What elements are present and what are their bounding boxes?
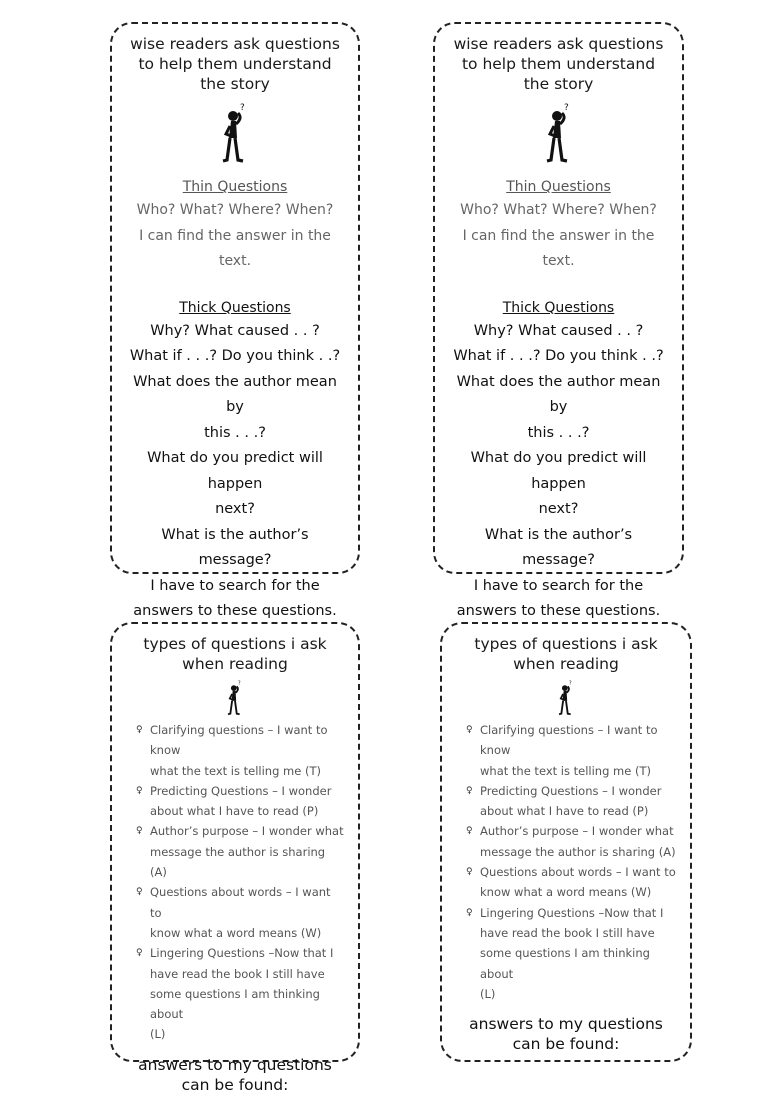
thinking-person-icon <box>225 680 245 716</box>
text-line: Predicting Questions – I wonder <box>150 783 332 798</box>
list-item <box>136 781 344 822</box>
list-item <box>136 882 344 943</box>
text-line: Why? What caused . . ? <box>150 322 320 339</box>
list-item <box>466 821 676 862</box>
bullet-icon: ♀ <box>136 887 143 898</box>
text-line: Questions about words – I want to <box>150 885 331 920</box>
list-item <box>466 781 676 822</box>
bullet-icon: ♀ <box>466 826 473 837</box>
text-line: text. <box>542 253 575 269</box>
text-line: Lingering Questions –Now that I <box>150 946 334 961</box>
text-line: about what I have to read (P) <box>480 804 649 819</box>
text-line: answers to these questions. <box>133 603 337 619</box>
text-line: know what a word means (W) <box>150 925 322 940</box>
text-line: What does the author mean by <box>456 373 661 415</box>
thin-questions-text <box>126 198 344 275</box>
list-item <box>136 943 344 1044</box>
thinking-person-icon <box>544 102 574 164</box>
question-types-list <box>456 720 676 1004</box>
text-line: have read the book I still have <box>150 966 325 981</box>
list-item <box>136 821 344 882</box>
text-line: next? <box>215 501 255 517</box>
text-line: have read the book I still have <box>480 925 655 940</box>
list-item <box>466 903 676 1004</box>
text-line: What is the author’s message? <box>161 526 309 568</box>
text-line: Author’s purpose – I wonder what <box>150 824 344 839</box>
bullet-icon: ♀ <box>136 948 143 959</box>
card-title: wise readers ask questions to help them understand the story <box>130 35 340 93</box>
svg-text:?: ? <box>240 103 245 113</box>
bookmark-card-questions-right <box>433 22 684 619</box>
thick-questions-heading: Thick Questions <box>179 299 291 316</box>
text-line: answers to these questions. <box>456 603 661 619</box>
text-line: what the text is telling me (T) <box>480 763 651 778</box>
thick-questions-text <box>126 319 344 625</box>
card-title: types of questions i ask when reading <box>474 635 658 673</box>
answers-heading: answers to my questions can be found: <box>469 1015 663 1054</box>
thin-questions-text <box>449 198 668 275</box>
thinking-person-icon <box>220 102 250 164</box>
card-title: wise readers ask questions to help them understand the story <box>453 35 664 93</box>
thin-questions-heading: Thin Questions <box>506 179 611 195</box>
bullet-icon: ♀ <box>136 785 143 796</box>
text-line: What does the author mean by <box>133 373 337 415</box>
text-line: message the author is sharing (A) <box>480 844 676 859</box>
bookmark-card-questions-left <box>110 22 360 619</box>
thick-questions-text <box>449 319 668 625</box>
list-item <box>136 720 344 781</box>
text-line: message the author is sharing (A) <box>150 844 326 880</box>
text-line: Clarifying questions – I want to know <box>150 723 328 758</box>
bullet-icon: ♀ <box>466 907 473 918</box>
thick-questions-heading: Thick Questions <box>502 299 615 316</box>
text-line: next? <box>538 501 579 517</box>
answers-heading: answers to my questions can be found: <box>138 1055 332 1094</box>
text-line: this . . .? <box>527 424 590 441</box>
bookmark-card-types-right <box>440 622 692 1062</box>
text-line: Who? What? Where? When? <box>136 202 334 218</box>
text-line: text. <box>218 253 252 269</box>
text-line: I can find the answer in the <box>462 227 655 244</box>
text-line: Who? What? Where? When? <box>460 202 657 218</box>
svg-text:?: ? <box>568 680 572 687</box>
text-line: this . . .? <box>204 424 266 441</box>
text-line: know what a word means (W) <box>480 885 652 900</box>
list-item <box>466 720 676 781</box>
text-line: What if . . .? Do you think . .? <box>129 348 341 364</box>
text-line: I have to search for the <box>473 577 644 594</box>
text-line: What is the author’s message? <box>484 526 633 568</box>
text-line: Why? What caused . . ? <box>473 322 644 339</box>
text-line: some questions I am thinking about <box>150 986 320 1022</box>
text-line: What if . . .? Do you think . .? <box>453 348 664 364</box>
list-item <box>466 862 676 903</box>
bullet-icon: ♀ <box>466 867 473 878</box>
card-title: types of questions i ask when reading <box>143 635 327 673</box>
thinking-person-icon <box>556 680 576 716</box>
question-types-list <box>126 720 344 1045</box>
text-line: some questions I am thinking about <box>480 946 650 981</box>
bullet-icon: ♀ <box>466 725 473 735</box>
thin-questions-heading: Thin Questions <box>182 179 288 195</box>
text-line: I can find the answer in the <box>139 227 331 244</box>
text-line: (L) <box>150 1027 166 1042</box>
text-line: What do you predict will happen <box>470 450 647 492</box>
text-line: Questions about words – I want to <box>480 865 676 880</box>
text-line: what the text is telling me (T) <box>150 763 321 778</box>
text-line: I have to search for the <box>150 577 320 594</box>
bullet-icon: ♀ <box>136 725 143 735</box>
text-line: Author’s purpose – I wonder what <box>480 824 674 839</box>
bullet-icon: ♀ <box>136 826 143 837</box>
text-line: Predicting Questions – I wonder <box>480 783 662 798</box>
text-line: Lingering Questions –Now that I <box>480 905 664 920</box>
text-line: (L) <box>480 986 496 1001</box>
svg-text:?: ? <box>237 680 241 687</box>
text-line: Clarifying questions – I want to know <box>480 723 658 758</box>
text-line: about what I have to read (P) <box>150 804 319 819</box>
text-line: What do you predict will happen <box>147 450 323 492</box>
svg-text:?: ? <box>563 103 569 113</box>
bookmark-card-types-left <box>110 622 360 1094</box>
bullet-icon: ♀ <box>466 785 473 796</box>
